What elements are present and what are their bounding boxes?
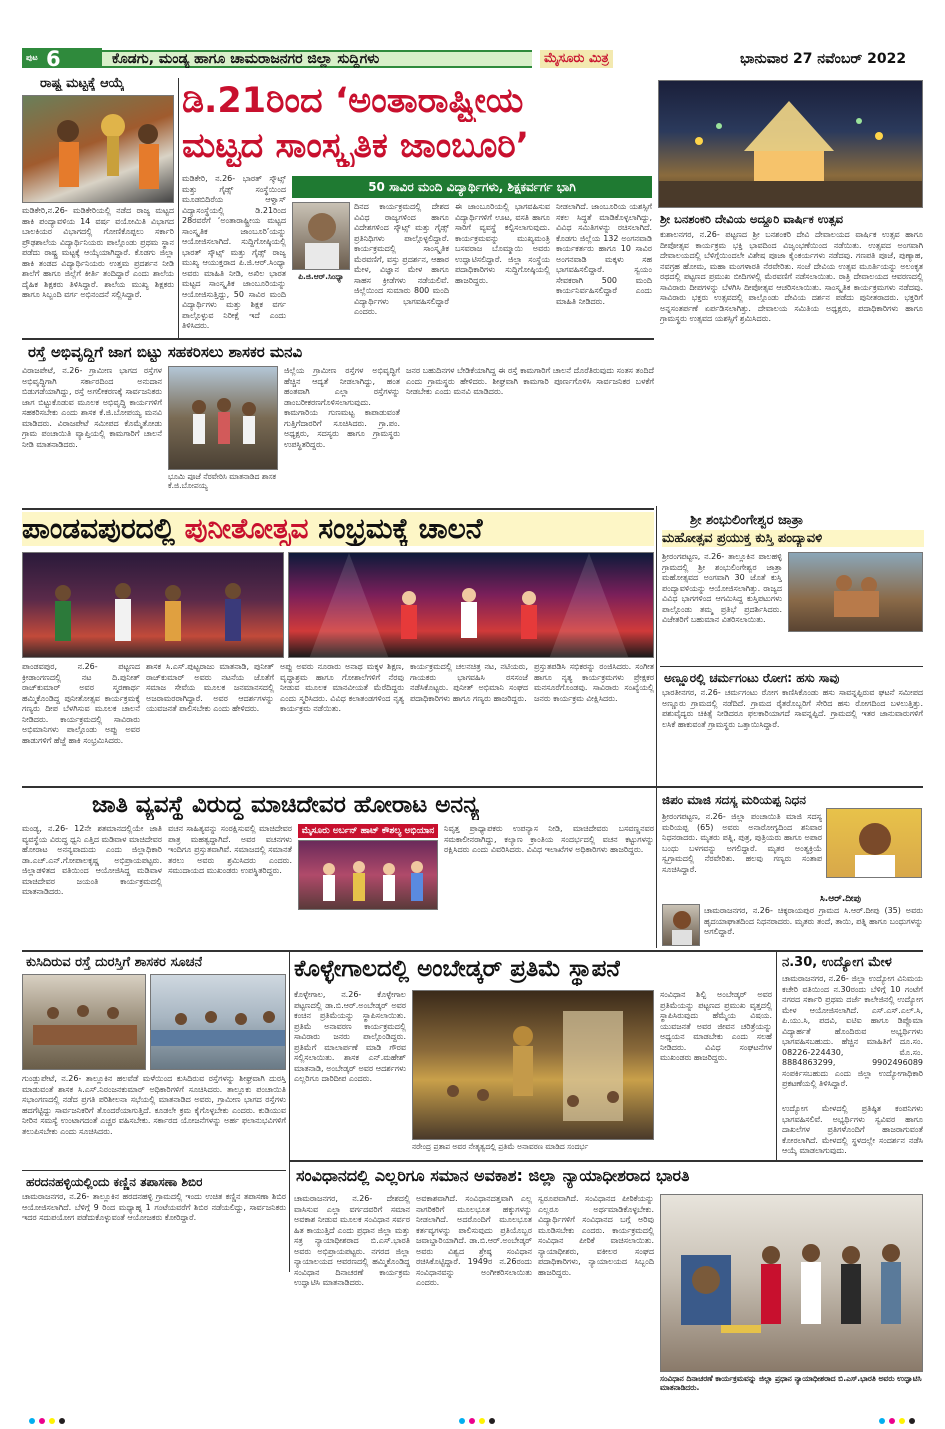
ambedkar-headline: ಕೊಳ್ಳೇಗಾಲದಲ್ಲಿ ಅಂಬೇಡ್ಕರ್ ಪ್ರತಿಮೆ ಸ್ಥಾಪನೆ: [294, 956, 621, 982]
puneeth-headline-part3: ಸಂಭ್ರಮಕ್ಕೆ ಚಾಲನೆ: [308, 512, 483, 545]
temple-festival-photo: [658, 80, 923, 208]
page-number-box: [22, 48, 102, 68]
road-repair-body: ಗುಂಡ್ಲುಪೇಟೆ, ನ.26- ತಾಲ್ಲೂಕಿನ ಹಲವೆಡೆ ಮಳೆಯಿಂದ ಕುಸಿದಿರುವ ರಸ್ತೆಗಳನ್ನು ಶೀಘ್ರವಾಗಿ ದುರಸ್ತಿ ಮಾಡುವಂತೆ ಶಾಸಕ ಸಿ.ಎಸ್.ನಿರಂಜನಕುಮಾರ್ ಅಧಿಕಾರಿಗಳಿಗೆ ಸೂಚಿಸಿದರು. ತಾಲ್ಲೂಕು ಪಂಚಾಯಿತಿ ಸಭಾಂಗಣದಲ್ಲಿ ನಡೆದ ಪ್ರಗತಿ ಪರಿಶೀಲನಾ ಸಭೆಯಲ್ಲಿ ಮಾತನಾಡಿದ ಅವರು, ಗ್ರಾಮೀಣ ಭಾಗದ ರಸ್ತೆಗಳು ಹದಗೆಟ್ಟಿದ್ದು ಸಾರ್ವಜನಿಕರಿಗೆ ತೊಂದರೆಯಾಗುತ್ತಿದೆ. ಕೂಡಲೇ ಕ್ರಮ ಕೈಗೊಳ್ಳಬೇಕು ಎಂದರು. ಕುಡಿಯುವ ನೀರಿನ ಸಮಸ್ಯೆ ಉಂಟಾಗದಂತೆ ಎಚ್ಚರ ವಹಿಸಬೇಕು. ಸರ್ಕಾರದ ಯೋಜನೆಗಳನ್ನು ಅರ್ಹ ಫಲಾನುಭವಿಗಳಿಗೆ ತಲುಪಿಸಬೇಕು ಎಂದು ಸೂಚಿಸಿದರು.: [22, 1074, 286, 1136]
road-repair-headline: ಕುಸಿದಿರುವ ರಸ್ತೆ ದುರಸ್ತಿಗೆ ಶಾಸಕರ ಸೂಚನೆ: [26, 955, 203, 970]
jamboree-subhead: 50 ಸಾವಿರ ಮಂದಿ ವಿದ್ಯಾರ್ಥಿಗಳು, ಶಿಕ್ಷಕರ್ವರ್ಗ ಭಾಗಿ: [292, 176, 652, 198]
jamboree-col3: ಈ ಜಾಂಬೂರಿಯಲ್ಲಿ ಭಾಗವಹಿಸುವ ವಿದ್ಯಾರ್ಥಿಗಳಿಗೆ ಊಟ, ವಸತಿ ಹಾಗೂ ಸಾರಿಗೆ ವ್ಯವಸ್ಥೆ ಕಲ್ಪಿಸಲಾಗುವುದು. ಕಾರ್ಯಕ್ರಮವನ್ನು ಮುಖ್ಯಮಂತ್ರಿ ಬಸವರಾಜ ಬೊಮ್ಮಾಯಿ ಅವರು ಉದ್ಘಾಟಿಸಲಿದ್ದಾರೆ. ಜಿಲ್ಲಾ ಸಂಸ್ಥೆಯ ಪದಾಧಿಕಾರಿಗಳು ಸುದ್ದಿಗೋಷ್ಠಿಯಲ್ಲಿ ಹಾಜರಿದ್ದರು.: [455, 202, 550, 285]
puneeth-headline-part2: ಪುನೀತೋತ್ಸವ: [184, 512, 309, 545]
puneeth-stage-photo-1: [22, 552, 284, 658]
caste-headline: ಜಾತಿ ವ್ಯವಸ್ಥೆ ವಿರುದ್ಧ ಮಾಚಿದೇವರ ಹೋರಾಟ ಅನನ್ಯ: [92, 792, 480, 818]
caste-col2: ವಚನ ಸಾಹಿತ್ಯವನ್ನು ಸಂರಕ್ಷಿಸುವಲ್ಲಿ ಮಾಚಿದೇವರ ಪಾತ್ರ ಮಹತ್ವದ್ದಾಗಿದೆ. ಅವರ ವಚನಗಳು ಇಂದಿಗೂ ಪ್ರಸ್ತುತವಾಗಿವೆ. ಸಮಾಜದಲ್ಲಿ ಸಮಾನತೆ ತರಲು ಅವರು ಶ್ರಮಿಸಿದರು ಎಂದರು. ಸಮುದಾಯದ ಮುಖಂಡರು ಉಪಸ್ಥಿತರಿದ್ದರು.: [168, 824, 292, 875]
wrestling-photo: [788, 552, 923, 632]
jamboree-col4: ನೀಡಲಾಗಿದೆ. ಜಾಂಬೂರಿಯ ಯಶಸ್ಸಿಗೆ ಸಕಲ ಸಿದ್ಧತೆ ಮಾಡಿಕೊಳ್ಳಲಾಗಿದ್ದು, ವಿವಿಧ ಸಮಿತಿಗಳನ್ನು ರಚಿಸಲಾಗಿದೆ. ಕೊಡಗು ಜಿಲ್ಲೆಯ 132 ಅಂಗನವಾಡಿ ಕಾರ್ಯಕರ್ತರು ಹಾಗೂ 10 ಸಾವಿರ ಅಂಗನವಾಡಿ ಮಕ್ಕಳು ಸಹ ಭಾಗವಹಿಸಲಿದ್ದಾರೆ. ಸ್ವಯಂ ಸೇವಕರಾಗಿ 500 ಮಂದಿ ಕಾರ್ಯನಿರ್ವಹಿಸಲಿದ್ದಾರೆ ಎಂದು ಮಾಹಿತಿ ನೀಡಿದರು.: [556, 202, 652, 306]
eye-camp-body: ಚಾಮರಾಜನಗರ, ನ.26- ತಾಲ್ಲೂಕಿನ ಹರದನಹಳ್ಳಿ ಗ್ರಾಮದಲ್ಲಿ ಇಂದು ಉಚಿತ ಕಣ್ಣಿನ ತಪಾಸಣಾ ಶಿಬಿರ ಆಯೋಜಿಸಲಾಗಿದೆ. ಬೆಳಿಗ್ಗೆ 9 ರಿಂದ ಮಧ್ಯಾಹ್ನ 1 ಗಂಟೆಯವರೆಗೆ ಶಿಬಿರ ನಡೆಯಲಿದ್ದು, ಸಾರ್ವಜನಿಕರು ಇದರ ಸದುಪಯೋಗ ಪಡೆದುಕೊಳ್ಳುವಂತೆ ಆಯೋಜಕರು ಕೋರಿದ್ದಾರೆ.: [22, 1192, 286, 1222]
issue-date: ಭಾನುವಾರ 27 ನವೆಂಬರ್ 2022: [740, 51, 907, 67]
caste-col3: ನಿವೃತ್ತ ಪ್ರಾಧ್ಯಾಪಕರು ಉಪನ್ಯಾಸ ನೀಡಿ, ಮಾಚಿದೇವರು ಬಸವಣ್ಣನವರ ಸಮಕಾಲೀನರಾಗಿದ್ದು, ಕಲ್ಯಾಣ ಕ್ರಾಂತಿಯ ಸಂದರ್ಭದಲ್ಲಿ ವಚನ ಕಟ್ಟುಗಳನ್ನು ರಕ್ಷಿಸಿದರು ಎಂದು ವಿವರಿಸಿದರು. ವಿವಿಧ ಇಲಾಖೆಗಳ ಅಧಿಕಾರಿಗಳು ಹಾಜರಿದ್ದರು.: [444, 824, 654, 854]
obituary-headline: ಜಿಪಂ ಮಾಜಿ ಸದಸ್ಯ ಮರಿಯಪ್ಪ ನಿಧನ: [662, 793, 806, 807]
page-label: ಪುಟ: [26, 53, 38, 62]
caste-event-photo: [298, 840, 438, 910]
hockey-players-photo: [22, 95, 174, 203]
meeting-photo-2: [150, 974, 286, 1070]
jamboree-headline-1: ಡಿ.21ರಿಂದ ‘ಅಂತಾರಾಷ್ಟ್ರೀಯ: [182, 81, 524, 121]
job-fair-extra: ಉದ್ಯೋಗ ಮೇಳದಲ್ಲಿ ಪ್ರತಿಷ್ಠಿತ ಕಂಪನಿಗಳು ಭಾಗವಹಿಸಲಿವೆ. ಅಭ್ಯರ್ಥಿಗಳು ಸ್ವವಿವರ ಹಾಗೂ ದಾಖಲೆಗಳ ಪ್ರತಿಗಳೊಂದಿಗೆ ಹಾಜರಾಗುವಂತೆ ಕೋರಲಾಗಿದೆ. ಮೇಳದಲ್ಲಿ ಸ್ಥಳದಲ್ಲೇ ಸಂದರ್ಶನ ನಡೆಸಿ ಆಯ್ಕೆ ಮಾಡಲಾಗುವುದು.: [782, 1104, 923, 1155]
cattle-headline: ಅಣ್ಣೂರಲ್ಲಿ ಚರ್ಮಗಂಟು ರೋಗ: ಹಸು ಸಾವು: [664, 671, 840, 685]
section-title: ಕೊಡಗು, ಮಂಡ್ಯ ಹಾಗೂ ಚಾಮರಾಜನಗರ ಜಿಲ್ಲಾ ಸುದ್ದಿಗಳು: [112, 51, 380, 67]
state-level-headline: ರಾಷ್ಟ್ರ ಮಟ್ಟಕ್ಕೆ ಆಯ್ಕೆ: [40, 76, 125, 91]
temple-caption: ಶ್ರೀ ಬನಶಂಕರಿ ದೇವಿಯ ಅದ್ದೂರಿ ವಾರ್ಷಿಕ ಉತ್ಸವ: [660, 212, 843, 226]
constitution-photo-caption: ಸಂವಿಧಾನ ದಿನಾಚರಣೆ ಕಾರ್ಯಕ್ರಮವನ್ನು ಜಿಲ್ಲಾ ಪ್ರಧಾನ ನ್ಯಾಯಾಧೀಶರಾದ ಬಿ.ಎಸ್.ಭಾರತಿ ಅವರು ಉದ್ಘಾಟಿಸಿ ಮಾತನಾಡಿದರು.: [660, 1374, 922, 1392]
constitution-col2: ಅವಕಾಶವಾಗಿದೆ. ಸಂವಿಧಾನದತ್ತವಾಗಿ ಎಲ್ಲ ನಾಗರಿಕರಿಗೆ ಮೂಲಭೂತ ಹಕ್ಕುಗಳನ್ನು ನೀಡಲಾಗಿದೆ. ಅದರೊಂದಿಗೆ ಮೂಲಭೂತ ಕರ್ತವ್ಯಗಳನ್ನು ಪಾಲಿಸುವುದು ಪ್ರತಿಯೊಬ್ಬರ ಜವಾಬ್ದಾರಿಯಾಗಿದೆ. ಡಾ.ಬಿ.ಆರ್.ಅಂಬೇಡ್ಕರ್ ಅವರು ವಿಶ್ವದ ಶ್ರೇಷ್ಠ ಸಂವಿಧಾನ ರಚಿಸಿಕೊಟ್ಟಿದ್ದಾರೆ. 1949ರ ನ.26ರಂದು ಸಂವಿಧಾನವನ್ನು ಅಂಗೀಕರಿಸಲಾಯಿತು ಎಂದರು.: [416, 1194, 532, 1287]
ambedkar-col2: ಸಂವಿಧಾನ ಶಿಲ್ಪಿ ಅಂಬೇಡ್ಕರ್ ಅವರ ಪ್ರತಿಮೆಯನ್ನು ಪಟ್ಟಣದ ಪ್ರಮುಖ ವೃತ್ತದಲ್ಲಿ ಸ್ಥಾಪಿಸಿರುವುದು ಹೆಮ್ಮೆಯ ವಿಷಯ. ಯುವಜನತೆ ಅವರ ಜೀವನ ಚರಿತ್ರೆಯನ್ನು ಅಧ್ಯಯನ ಮಾಡಬೇಕು ಎಂದು ಸಲಹೆ ನೀಡಿದರು. ವಿವಿಧ ಸಂಘಟನೆಗಳ ಮುಖಂಡರು ಹಾಜರಿದ್ದರು.: [660, 990, 772, 1062]
wrestling-headline-1: ಶ್ರೀ ಶಂಭುಲಿಂಗೇಶ್ವರ ಜಾತ್ರಾ: [690, 513, 804, 528]
puneeth-col4: ಕಾರ್ಯಕ್ರಮದಲ್ಲಿ ಚಲನಚಿತ್ರ ನಟ, ನಟಿಯರು, ಗಾಯಕರು ಭಾಗವಹಿಸಿ ರಸಸಂಜೆ ನಡೆಸಿಕೊಟ್ಟರು. ಪುನೀತ್ ಅಭಿಮಾನಿ ಸಂಘದ ಪದಾಧಿಕಾರಿಗಳು ಹಾಗೂ ಗಣ್ಯರು ಹಾಜರಿದ್ದರು.: [410, 662, 528, 703]
brand-name: ಮೈಸೂರು ಮಿತ್ರ: [540, 50, 613, 68]
puneeth-headline: [22, 512, 654, 546]
constitution-headline: ಸಂವಿಧಾನದಲ್ಲಿ ಎಲ್ಲರಿಗೂ ಸಮಾನ ಅವಕಾಶ: ಜಿಲ್ಲಾ ನ್ಯಾಯಾಧೀಶರಾದ ಭಾರತಿ: [296, 1166, 690, 1185]
deepu-portrait: [662, 904, 700, 946]
state-level-body: ಮಡಿಕೇರಿ,ನ.26- ಮಡಿಕೇರಿಯಲ್ಲಿ ನಡೆದ ರಾಜ್ಯ ಮಟ್ಟದ ಹಾಕಿ ಪಂದ್ಯಾವಳಿಯ 14 ವರ್ಷ ವಯೋಮಿತಿ ವಿಭಾಗದ ಬಾಲಕಿಯರ ವಿಭಾಗದಲ್ಲಿ ಗೋಣಿಕೊಪ್ಪಲು ಸರ್ಕಾರಿ ಪ್ರೌಢಶಾಲೆಯ ವಿದ್ಯಾರ್ಥಿನಿಯರು ಪಾಲ್ಗೊಂಡು ಪ್ರಥಮ ಸ್ಥಾನ ಪಡೆದು ರಾಷ್ಟ್ರ ಮಟ್ಟಕ್ಕೆ ಆಯ್ಕೆಯಾಗಿದ್ದಾರೆ. ಕೊಡಗು ಜಿಲ್ಲಾ ಹಾಕಿ ತಂಡದ ವಿದ್ಯಾರ್ಥಿನಿಯರು ಉತ್ತಮ ಪ್ರದರ್ಶನ ನೀಡಿ ಶಾಲೆಗೆ ಹಾಗೂ ಜಿಲ್ಲೆಗೆ ಕೀರ್ತಿ ತಂದಿದ್ದಾರೆ ಎಂದು ಶಾಲೆಯ ದೈಹಿಕ ಶಿಕ್ಷಕರು ತಿಳಿಸಿದ್ದಾರೆ. ಶಾಲೆಯ ಮುಖ್ಯ ಶಿಕ್ಷಕರು ಹಾಗೂ ಸಿಬ್ಬಂದಿ ವರ್ಗ ಅಭಿನಂದನೆ ಸಲ್ಲಿಸಿದ್ದಾರೆ.: [22, 206, 174, 299]
puneeth-col1: ಪಾಂಡವಪುರ, ನ.26- ಪಟ್ಟಣದ ಕ್ರೀಡಾಂಗಣದಲ್ಲಿ ನಟ ದಿ.ಪುನೀತ್ ರಾಜ್‌ಕುಮಾರ್ ಅವರ ಸ್ಮರಣಾರ್ಥ ಹಮ್ಮಿಕೊಂಡಿದ್ದ ಪುನೀತೋತ್ಸವ ಕಾರ್ಯಕ್ರಮಕ್ಕೆ ಗಣ್ಯರು ದೀಪ ಬೆಳಗಿಸುವ ಮೂಲಕ ಚಾಲನೆ ನೀಡಿದರು. ಕಾರ್ಯಕ್ರಮದಲ್ಲಿ ಸಾವಿರಾರು ಅಭಿಮಾನಿಗಳು ಪಾಲ್ಗೊಂಡು ಅಪ್ಪು ಅವರ ಹಾಡುಗಳಿಗೆ ಹೆಜ್ಜೆ ಹಾಕಿ ಸಂಭ್ರಮಿಸಿದರು.: [22, 662, 140, 745]
puneeth-dance-photo: [288, 552, 654, 658]
color-registration-marks: [22, 1410, 923, 1418]
masthead: [0, 0, 945, 68]
caste-col1: ಮಂಡ್ಯ, ನ.26- 12ನೇ ಶತಮಾನದಲ್ಲಿಯೇ ಜಾತಿ ವ್ಯವಸ್ಥೆಯ ವಿರುದ್ಧ ಧ್ವನಿ ಎತ್ತಿದ ಮಡಿವಾಳ ಮಾಚಿದೇವರ ಹೋರಾಟ ಅನನ್ಯವಾದುದು ಎಂದು ಜಿಲ್ಲಾಧಿಕಾರಿ ಡಾ.ಎಚ್.ಎನ್.ಗೋಪಾಲಕೃಷ್ಣ ಅಭಿಪ್ರಾಯಪಟ್ಟರು. ಜಿಲ್ಲಾಡಳಿತದ ವತಿಯಿಂದ ಆಯೋಜಿಸಿದ್ದ ಮಡಿವಾಳ ಮಾಚಿದೇವರ ಜಯಂತಿ ಕಾರ್ಯಕ್ರಮದಲ್ಲಿ ಮಾತನಾಡಿದರು.: [22, 824, 162, 896]
obituary-body: ಶ್ರೀರಂಗಪಟ್ಟಣ, ನ.26- ಜಿಲ್ಲಾ ಪಂಚಾಯಿತಿ ಮಾಜಿ ಸದಸ್ಯ ಮರಿಯಪ್ಪ (65) ಅವರು ಅನಾರೋಗ್ಯದಿಂದ ಶನಿವಾರ ನಿಧನರಾದರು. ಮೃತರು ಪತ್ನಿ, ಪುತ್ರ, ಪುತ್ರಿಯರು ಹಾಗೂ ಅಪಾರ ಬಂಧು ಬಳಗವನ್ನು ಅಗಲಿದ್ದಾರೆ. ಮೃತರ ಅಂತ್ಯಕ್ರಿಯೆ ಸ್ವಗ್ರಾಮದಲ್ಲಿ ನೆರವೇರಿತು. ಹಲವು ಗಣ್ಯರು ಸಂತಾಪ ಸೂಚಿಸಿದ್ದಾರೆ.: [662, 812, 822, 874]
deepu-name: ಸಿ.ಆರ್.ದೀಪು: [820, 894, 861, 904]
jamboree-headline-2: ಮಟ್ಟದ ಸಾಂಸ್ಕೃತಿಕ ಜಾಂಬೂರಿ’: [182, 126, 530, 166]
deepu-body: ಚಾಮರಾಜನಗರ, ನ.26- ಚಿಕ್ಕರಾಯಪುರ ಗ್ರಾಮದ ಸಿ.ಆರ್.ದೀಪು (35) ಅವರು ಹೃದಯಾಘಾತದಿಂದ ನಿಧನರಾದರು. ಮೃತರು ತಂದೆ, ತಾಯಿ, ಪತ್ನಿ ಹಾಗೂ ಬಂಧುಗಳನ್ನು ಅಗಲಿದ್ದಾರೆ.: [704, 906, 923, 936]
road-body1: ವಿರಾಜಪೇಟೆ, ನ.26- ಗ್ರಾಮೀಣ ಭಾಗದ ರಸ್ತೆಗಳ ಅಭಿವೃದ್ಧಿಗಾಗಿ ಸರ್ಕಾರದಿಂದ ಅನುದಾನ ಬಿಡುಗಡೆಯಾಗಿದ್ದು, ರಸ್ತೆ ಅಗಲೀಕರಣಕ್ಕೆ ಸಾರ್ವಜನಿಕರು ಜಾಗ ಬಿಟ್ಟುಕೊಡುವ ಮೂಲಕ ಅಭಿವೃದ್ಧಿ ಕಾರ್ಯಗಳಿಗೆ ಸಹಕರಿಸಬೇಕು ಎಂದು ಶಾಸಕ ಕೆ.ಜಿ.ಬೋಪಯ್ಯ ಮನವಿ ಮಾಡಿದರು. ವಿರಾಜಪೇಟೆ ಸಮೀಪದ ಕೊಮ್ಮೆತೋಡು ಗ್ರಾಮ ಪಂಚಾಯಿತಿ ವ್ಯಾಪ್ತಿಯಲ್ಲಿ ಕಾಮಗಾರಿಗೆ ಚಾಲನೆ ನೀಡಿ ಮಾತನಾಡಿದರು.: [22, 366, 162, 449]
job-fair-headline: ನ.30, ಉದ್ಯೋಗ ಮೇಳ: [782, 955, 892, 970]
puneeth-col5: ಪ್ರಸ್ತುತಪಡಿಸಿ ಸಭಿಕರನ್ನು ರಂಜಿಸಿದರು. ಸಂಗೀತ ಹಾಗೂ ನೃತ್ಯ ಕಾರ್ಯಕ್ರಮಗಳು ಪ್ರೇಕ್ಷಕರ ಮನಸೂರೆಗೊಂಡವು. ಸಾವಿರಾರು ಸಂಖ್ಯೆಯಲ್ಲಿ ಜನರು ಕಾರ್ಯಕ್ರಮ ವೀಕ್ಷಿಸಿದರು.: [534, 662, 654, 703]
wrestling-body: ಶ್ರೀರಂಗಪಟ್ಟಣ, ನ.26- ತಾಲ್ಲೂಕಿನ ಪಾಲಹಳ್ಳಿ ಗ್ರಾಮದಲ್ಲಿ ಶ್ರೀ ಶಂಭುಲಿಂಗೇಶ್ವರ ಜಾತ್ರಾ ಮಹೋತ್ಸವದ ಅಂಗವಾಗಿ 30 ಜೊತೆ ಕುಸ್ತಿ ಪಂದ್ಯಾವಳಿಯನ್ನು ಆಯೋಜಿಸಲಾಗಿತ್ತು. ರಾಜ್ಯದ ವಿವಿಧ ಭಾಗಗಳಿಂದ ಆಗಮಿಸಿದ್ದ ಕುಸ್ತಿಪಟುಗಳು ಪಾಲ್ಗೊಂಡು ತಮ್ಮ ಪ್ರತಿಭೆ ಪ್ರದರ್ಶಿಸಿದರು. ವಿಜೇತರಿಗೆ ಬಹುಮಾನ ವಿತರಿಸಲಾಯಿತು.: [662, 552, 782, 624]
page-number: 6: [46, 47, 61, 68]
constitution-col3: ಸ್ವರೂಪವಾಗಿದೆ. ಸಂವಿಧಾನದ ಪೀಠಿಕೆಯನ್ನು ಎಲ್ಲರೂ ಅರ್ಥಮಾಡಿಕೊಳ್ಳಬೇಕು. ವಿದ್ಯಾರ್ಥಿಗಳಿಗೆ ಸಂವಿಧಾನದ ಬಗ್ಗೆ ಅರಿವು ಮೂಡಿಸಬೇಕು ಎಂದರು. ಕಾರ್ಯಕ್ರಮದಲ್ಲಿ ಸಂವಿಧಾನ ಪೀಠಿಕೆ ವಾಚಿಸಲಾಯಿತು. ನ್ಯಾಯಾಧೀಶರು, ವಕೀಲರ ಸಂಘದ ಪದಾಧಿಕಾರಿಗಳು, ನ್ಯಾಯಾಲಯದ ಸಿಬ್ಬಂದಿ ಹಾಜರಿದ್ದರು.: [538, 1194, 654, 1277]
puneeth-col3: ಅಪ್ಪು ಅವರು ನೂರಾರು ಅನಾಥ ಮಕ್ಕಳ ಶಿಕ್ಷಣ, ವೃದ್ಧಾಶ್ರಮ ಹಾಗೂ ಗೋಶಾಲೆಗಳಿಗೆ ನೆರವು ನೀಡುವ ಮೂಲಕ ಮಾನವೀಯತೆ ಮೆರೆದಿದ್ದರು ಎಂದು ಸ್ಮರಿಸಿದರು. ವಿವಿಧ ಕಲಾತಂಡಗಳಿಂದ ನೃತ್ಯ ಕಾರ್ಯಕ್ರಮ ನಡೆಯಿತು.: [280, 662, 404, 713]
cattle-body: ಭಾರತೀನಗರ, ನ.26- ಚರ್ಮಗಂಟು ರೋಗ ಕಾಣಿಸಿಕೊಂಡು ಹಸು ಸಾವನ್ನಪ್ಪಿರುವ ಘಟನೆ ಸಮೀಪದ ಅಣ್ಣೂರು ಗ್ರಾಮದಲ್ಲಿ ನಡೆದಿದೆ. ಗ್ರಾಮದ ರೈತರೊಬ್ಬರಿಗೆ ಸೇರಿದ ಹಸು ರೋಗದಿಂದ ಬಳಲುತ್ತಿತ್ತು. ಪಶುವೈದ್ಯರು ಚಿಕಿತ್ಸೆ ನೀಡಿದರೂ ಫಲಕಾರಿಯಾಗದೆ ಸಾವನ್ನಪ್ಪಿದೆ. ಗ್ರಾಮದಲ್ಲಿ ಇತರ ಜಾನುವಾರುಗಳಿಗೆ ಲಸಿಕೆ ಹಾಕುವಂತೆ ಗ್ರಾಮಸ್ಥರು ಒತ್ತಾಯಿಸಿದ್ದಾರೆ.: [662, 688, 923, 729]
jamboree-col1: ಮಡಿಕೇರಿ, ನ.26- ಭಾರತ್ ಸ್ಕೌಟ್ಸ್ ಮತ್ತು ಗೈಡ್ಸ್ ಸಂಸ್ಥೆಯಿಂದ ಮೂಡಬಿದಿರೆಯ ಆಳ್ವಾಸ್ ವಿದ್ಯಾಸಂಸ್ಥೆಯಲ್ಲಿ ಡಿ.21ರಿಂದ 28ರವರೆಗೆ ‘ಅಂತಾರಾಷ್ಟ್ರೀಯ ಮಟ್ಟದ ಸಾಂಸ್ಕೃತಿಕ ಜಾಂಬೂರಿ’ಯನ್ನು ಆಯೋಜಿಸಲಾಗಿದೆ. ಸುದ್ದಿಗೋಷ್ಠಿಯಲ್ಲಿ ಭಾರತ್ ಸ್ಕೌಟ್ಸ್ ಮತ್ತು ಗೈಡ್ಸ್ ರಾಜ್ಯ ಮುಖ್ಯ ಆಯುಕ್ತರಾದ ಪಿ.ಜಿ.ಆರ್.ಸಿಂಧ್ಯಾ ಅವರು ಮಾಹಿತಿ ನೀಡಿ, ಅಖಿಲ ಭಾರತ ಮಟ್ಟದ ಸಾಂಸ್ಕೃತಿಕ ಜಾಂಬೂರಿಯನ್ನು ಆಯೋಜಿಸುತ್ತಿದ್ದು, 50 ಸಾವಿರ ಮಂದಿ ವಿದ್ಯಾರ್ಥಿಗಳು ಮತ್ತು ಶಿಕ್ಷಕ ವರ್ಗ ಪಾಲ್ಗೊಳ್ಳುವ ನಿರೀಕ್ಷೆ ಇದೆ ಎಂದು ತಿಳಿಸಿದರು.: [182, 174, 286, 330]
jamboree-col2: ದಿನದ ಕಾರ್ಯಕ್ರಮದಲ್ಲಿ ದೇಶದ ವಿವಿಧ ರಾಜ್ಯಗಳಿಂದ ಹಾಗೂ ವಿದೇಶಗಳಿಂದ ಸ್ಕೌಟ್ಸ್ ಮತ್ತು ಗೈಡ್ಸ್ ಪ್ರತಿನಿಧಿಗಳು ಪಾಲ್ಗೊಳ್ಳಲಿದ್ದಾರೆ. ಕಾರ್ಯಕ್ರಮದಲ್ಲಿ ಸಾಂಸ್ಕೃತಿಕ ಮೆರವಣಿಗೆ, ವಸ್ತು ಪ್ರದರ್ಶನ, ಆಹಾರ ಮೇಳ, ವಿಜ್ಞಾನ ಮೇಳ ಹಾಗೂ ಸಾಹಸ ಕ್ರೀಡೆಗಳು ನಡೆಯಲಿವೆ. ಜಿಲ್ಲೆಯಿಂದ ಸುಮಾರು 800 ಮಂದಿ ವಿದ್ಯಾರ್ಥಿಗಳು ಭಾಗವಹಿಸಲಿದ್ದಾರೆ ಎಂದರು.: [354, 202, 449, 316]
ambedkar-statue-photo: [412, 990, 654, 1140]
wrestling-headline-2: ಮಹೋತ್ಸವ ಪ್ರಯುಕ್ತ ಕುಸ್ತಿ ಪಂದ್ಯಾವಳಿ: [662, 530, 924, 547]
caste-inset-banner: ಮೈಸೂರು ಅರ್ಬನ್ ಹಾಟ್ ಕೌಶಲ್ಯ ಅಭಿಯಾನ: [298, 824, 438, 838]
eye-camp-headline: ಹರದನಹಳ್ಳಿಯಲ್ಲಿಂದು ಕಣ್ಣಿನ ತಪಾಸಣಾ ಶಿಬಿರ: [26, 1175, 203, 1189]
mariyappa-portrait: [826, 808, 922, 878]
ambedkar-col1: ಕೊಳ್ಳೇಗಾಲ, ನ.26- ಕೊಳ್ಳೇಗಾಲ ಪಟ್ಟಣದಲ್ಲಿ ಡಾ.ಬಿ.ಆರ್.ಅಂಬೇಡ್ಕರ್ ಅವರ ಕಂಚಿನ ಪ್ರತಿಮೆಯನ್ನು ಸ್ಥಾಪಿಸಲಾಯಿತು. ಪ್ರತಿಮೆ ಅನಾವರಣ ಕಾರ್ಯಕ್ರಮದಲ್ಲಿ ಸಾವಿರಾರು ಜನರು ಪಾಲ್ಗೊಂಡಿದ್ದರು. ಪ್ರತಿಮೆಗೆ ಮಾಲಾರ್ಪಣೆ ಮಾಡಿ ಗೌರವ ಸಲ್ಲಿಸಲಾಯಿತು. ಶಾಸಕ ಎನ್.ಮಹೇಶ್ ಮಾತನಾಡಿ, ಅಂಬೇಡ್ಕರ್ ಅವರ ಆದರ್ಶಗಳು ಎಲ್ಲರಿಗೂ ದಾರಿದೀಪ ಎಂದರು.: [294, 990, 406, 1083]
road-headline: ರಸ್ತೆ ಅಭಿವೃದ್ಧಿಗೆ ಜಾಗ ಬಿಟ್ಟು ಸಹಕರಿಸಲು ಶಾಸಕರ ಮನವಿ: [28, 343, 303, 361]
sindhya-caption: ಪಿ.ಜಿ.ಆರ್.ಸಿಂಧ್ಯಾ: [298, 272, 344, 281]
road-photo-caption: ಭೂಮಿ ಪೂಜೆ ನೆರವೇರಿಸಿ ಮಾತನಾಡಿದ ಶಾಸಕ ಕೆ.ಜಿ.ಬೋಪಯ್ಯ: [168, 472, 276, 490]
constitution-day-photo: [660, 1194, 923, 1372]
constitution-col1: ಚಾಮರಾಜನಗರ, ನ.26- ದೇಶದಲ್ಲಿ ವಾಸಿಸುವ ಎಲ್ಲಾ ವರ್ಗದವರಿಗೆ ಸಮಾನ ಅವಕಾಶ ನೀಡುವ ಮೂಲಕ ಸಂವಿಧಾನ ಸರ್ವರ ಹಿತ ಕಾಯುತ್ತಿದೆ ಎಂದು ಪ್ರಧಾನ ಜಿಲ್ಲಾ ಮತ್ತು ಸತ್ರ ನ್ಯಾಯಾಧೀಶರಾದ ಬಿ.ಎಸ್.ಭಾರತಿ ಅವರು ಅಭಿಪ್ರಾಯಪಟ್ಟರು. ನಗರದ ಜಿಲ್ಲಾ ನ್ಯಾಯಾಲಯದ ಆವರಣದಲ್ಲಿ ಹಮ್ಮಿಕೊಂಡಿದ್ದ ಸಂವಿಧಾನ ದಿನಾಚರಣೆ ಕಾರ್ಯಕ್ರಮ ಉದ್ಘಾಟಿಸಿ ಮಾತನಾಡಿದರು.: [294, 1194, 410, 1287]
sindhya-portrait: [292, 202, 350, 270]
puneeth-col2: ಶಾಸಕ ಸಿ.ಎಸ್.ಪುಟ್ಟರಾಜು ಮಾತನಾಡಿ, ಪುನೀತ್ ರಾಜ್‌ಕುಮಾರ್ ಅವರು ನಟನೆಯ ಜೊತೆಗೆ ಸಮಾಜ ಸೇವೆಯ ಮೂಲಕ ಜನಮಾನಸದಲ್ಲಿ ಅಜರಾಮರರಾಗಿದ್ದಾರೆ. ಅವರ ಆದರ್ಶಗಳನ್ನು ಯುವಜನತೆ ಪಾಲಿಸಬೇಕು ಎಂದು ಹೇಳಿದರು.: [146, 662, 274, 713]
road-body2: ಜಿಲ್ಲೆಯ ಗ್ರಾಮೀಣ ರಸ್ತೆಗಳ ಅಭಿವೃದ್ಧಿಗೆ ಹೆಚ್ಚಿನ ಆದ್ಯತೆ ನೀಡಲಾಗಿದ್ದು, ಹಂತ ಹಂತವಾಗಿ ಎಲ್ಲಾ ರಸ್ತೆಗಳನ್ನು ಡಾಂಬರೀಕರಣಗೊಳಿಸಲಾಗುವುದು. ಕಾಮಗಾರಿಯ ಗುಣಮಟ್ಟ ಕಾಪಾಡುವಂತೆ ಗುತ್ತಿಗೆದಾರರಿಗೆ ಸೂಚಿಸಿದರು. ಗ್ರಾ.ಪಂ. ಅಧ್ಯಕ್ಷರು, ಸದಸ್ಯರು ಹಾಗೂ ಗ್ರಾಮಸ್ಥರು ಉಪಸ್ಥಿತರಿದ್ದರು.: [284, 366, 400, 449]
temple-body: ಕುಶಾಲನಗರ, ನ.26- ಪಟ್ಟಣದ ಶ್ರೀ ಬನಶಂಕರಿ ದೇವಿ ದೇವಾಲಯದ ವಾರ್ಷಿಕ ಉತ್ಸವ ಹಾಗೂ ದೀಪೋತ್ಸವ ಕಾರ್ಯಕ್ರಮ ಭಕ್ತಿ ಭಾವದಿಂದ ವಿಜೃಂಭಣೆಯಿಂದ ನಡೆಯಿತು. ಉತ್ಸವದ ಅಂಗವಾಗಿ ದೇವಾಲಯದಲ್ಲಿ ಬೆಳಿಗ್ಗೆಯಿಂದಲೇ ವಿಶೇಷ ಪೂಜಾ ಕೈಂಕರ್ಯಗಳು ನಡೆದವು. ಗಣಪತಿ ಪೂಜೆ, ಪುಣ್ಯಾಹ, ನವಗ್ರಹ ಹೋಮ, ಮಹಾ ಮಂಗಳಾರತಿ ನೆರವೇರಿತು. ಸಂಜೆ ದೇವಿಯ ಉತ್ಸವ ಮೂರ್ತಿಯನ್ನು ಅಲಂಕೃತ ರಥದಲ್ಲಿ ಪಟ್ಟಣದ ಪ್ರಮುಖ ಬೀದಿಗಳಲ್ಲಿ ಮೆರವಣಿಗೆ ನಡೆಸಲಾಯಿತು. ರಾತ್ರಿ ದೇವಾಲಯದ ಆವರಣದಲ್ಲಿ ಸಾವಿರಾರು ದೀಪಗಳನ್ನು ಬೆಳಗಿಸಿ ದೀಪೋತ್ಸವ ಆಚರಿಸಲಾಯಿತು. ಸಾಂಸ್ಕೃತಿಕ ಕಾರ್ಯಕ್ರಮಗಳು ನಡೆದವು. ಸಾವಿರಾರು ಭಕ್ತರು ಉತ್ಸವದಲ್ಲಿ ಪಾಲ್ಗೊಂಡು ದೇವಿಯ ದರ್ಶನ ಪಡೆದು ಪುನೀತರಾದರು. ಭಕ್ತರಿಗೆ ಅನ್ನಸಂತರ್ಪಣೆ ಏರ್ಪಡಿಸಲಾಗಿತ್ತು. ದೇವಾಲಯ ಸಮಿತಿಯ ಅಧ್ಯಕ್ಷರು, ಪದಾಧಿಕಾರಿಗಳು ಹಾಗೂ ಗ್ರಾಮಸ್ಥರು ಉತ್ಸವದ ಯಶಸ್ಸಿಗೆ ಶ್ರಮಿಸಿದರು.: [660, 230, 923, 323]
meeting-photo-1: [22, 974, 146, 1070]
road-bhoomi-pooja-photo: [168, 366, 278, 470]
job-fair-body: ಚಾಮರಾಜನಗರ, ನ.26- ಜಿಲ್ಲಾ ಉದ್ಯೋಗ ವಿನಿಮಯ ಕಚೇರಿ ವತಿಯಿಂದ ನ.30ರಂದು ಬೆಳಿಗ್ಗೆ 10 ಗಂಟೆಗೆ ನಗರದ ಸರ್ಕಾರಿ ಪ್ರಥಮ ದರ್ಜೆ ಕಾಲೇಜಿನಲ್ಲಿ ಉದ್ಯೋಗ ಮೇಳ ಆಯೋಜಿಸಲಾಗಿದೆ. ಎಸ್.ಎಸ್.ಎಲ್.ಸಿ, ಪಿ.ಯು.ಸಿ, ಪದವಿ, ಐಟಿಐ ಹಾಗೂ ಡಿಪ್ಲೊಮಾ ವಿದ್ಯಾರ್ಹತೆ ಹೊಂದಿರುವ ಅಭ್ಯರ್ಥಿಗಳು ಭಾಗವಹಿಸಬಹುದು. ಹೆಚ್ಚಿನ ಮಾಹಿತಿಗೆ ದೂ.ಸಂ. 08226-224430, ಮೊ.ಸಂ. 8884863299, 9902496089 ಸಂಪರ್ಕಿಸಬಹುದು ಎಂದು ಜಿಲ್ಲಾ ಉದ್ಯೋಗಾಧಿಕಾರಿ ಪ್ರಕಟಣೆಯಲ್ಲಿ ತಿಳಿಸಿದ್ದಾರೆ.: [782, 974, 923, 1088]
trophy-icon: [23, 96, 174, 203]
ambedkar-photo-caption: ನರೇಂದ್ರ ಪ್ರತಾಪ ಅವರ ನೇತೃತ್ವದಲ್ಲಿ ಪ್ರತಿಮೆ ಅನಾವರಣ ಮಾಡಿದ ಸಂದರ್ಭ: [412, 1142, 589, 1151]
road-body3: ಜನರ ಬಹುದಿನಗಳ ಬೇಡಿಕೆಯಾಗಿದ್ದ ಈ ರಸ್ತೆ ಕಾಮಗಾರಿಗೆ ಚಾಲನೆ ದೊರೆತಿರುವುದು ಸಂತಸ ತಂದಿದೆ ಎಂದು ಗ್ರಾಮಸ್ಥರು ಹೇಳಿದರು. ಶೀಘ್ರವಾಗಿ ಕಾಮಗಾರಿ ಪೂರ್ಣಗೊಳಿಸಿ ಸಾರ್ವಜನಿಕರ ಬಳಕೆಗೆ ನೀಡಬೇಕು ಎಂದು ಮನವಿ ಮಾಡಿದರು.: [406, 366, 654, 396]
wrestling-body-extra: [788, 634, 923, 664]
puneeth-headline-part1: ಪಾಂಡವಪುರದಲ್ಲಿ: [22, 512, 185, 545]
